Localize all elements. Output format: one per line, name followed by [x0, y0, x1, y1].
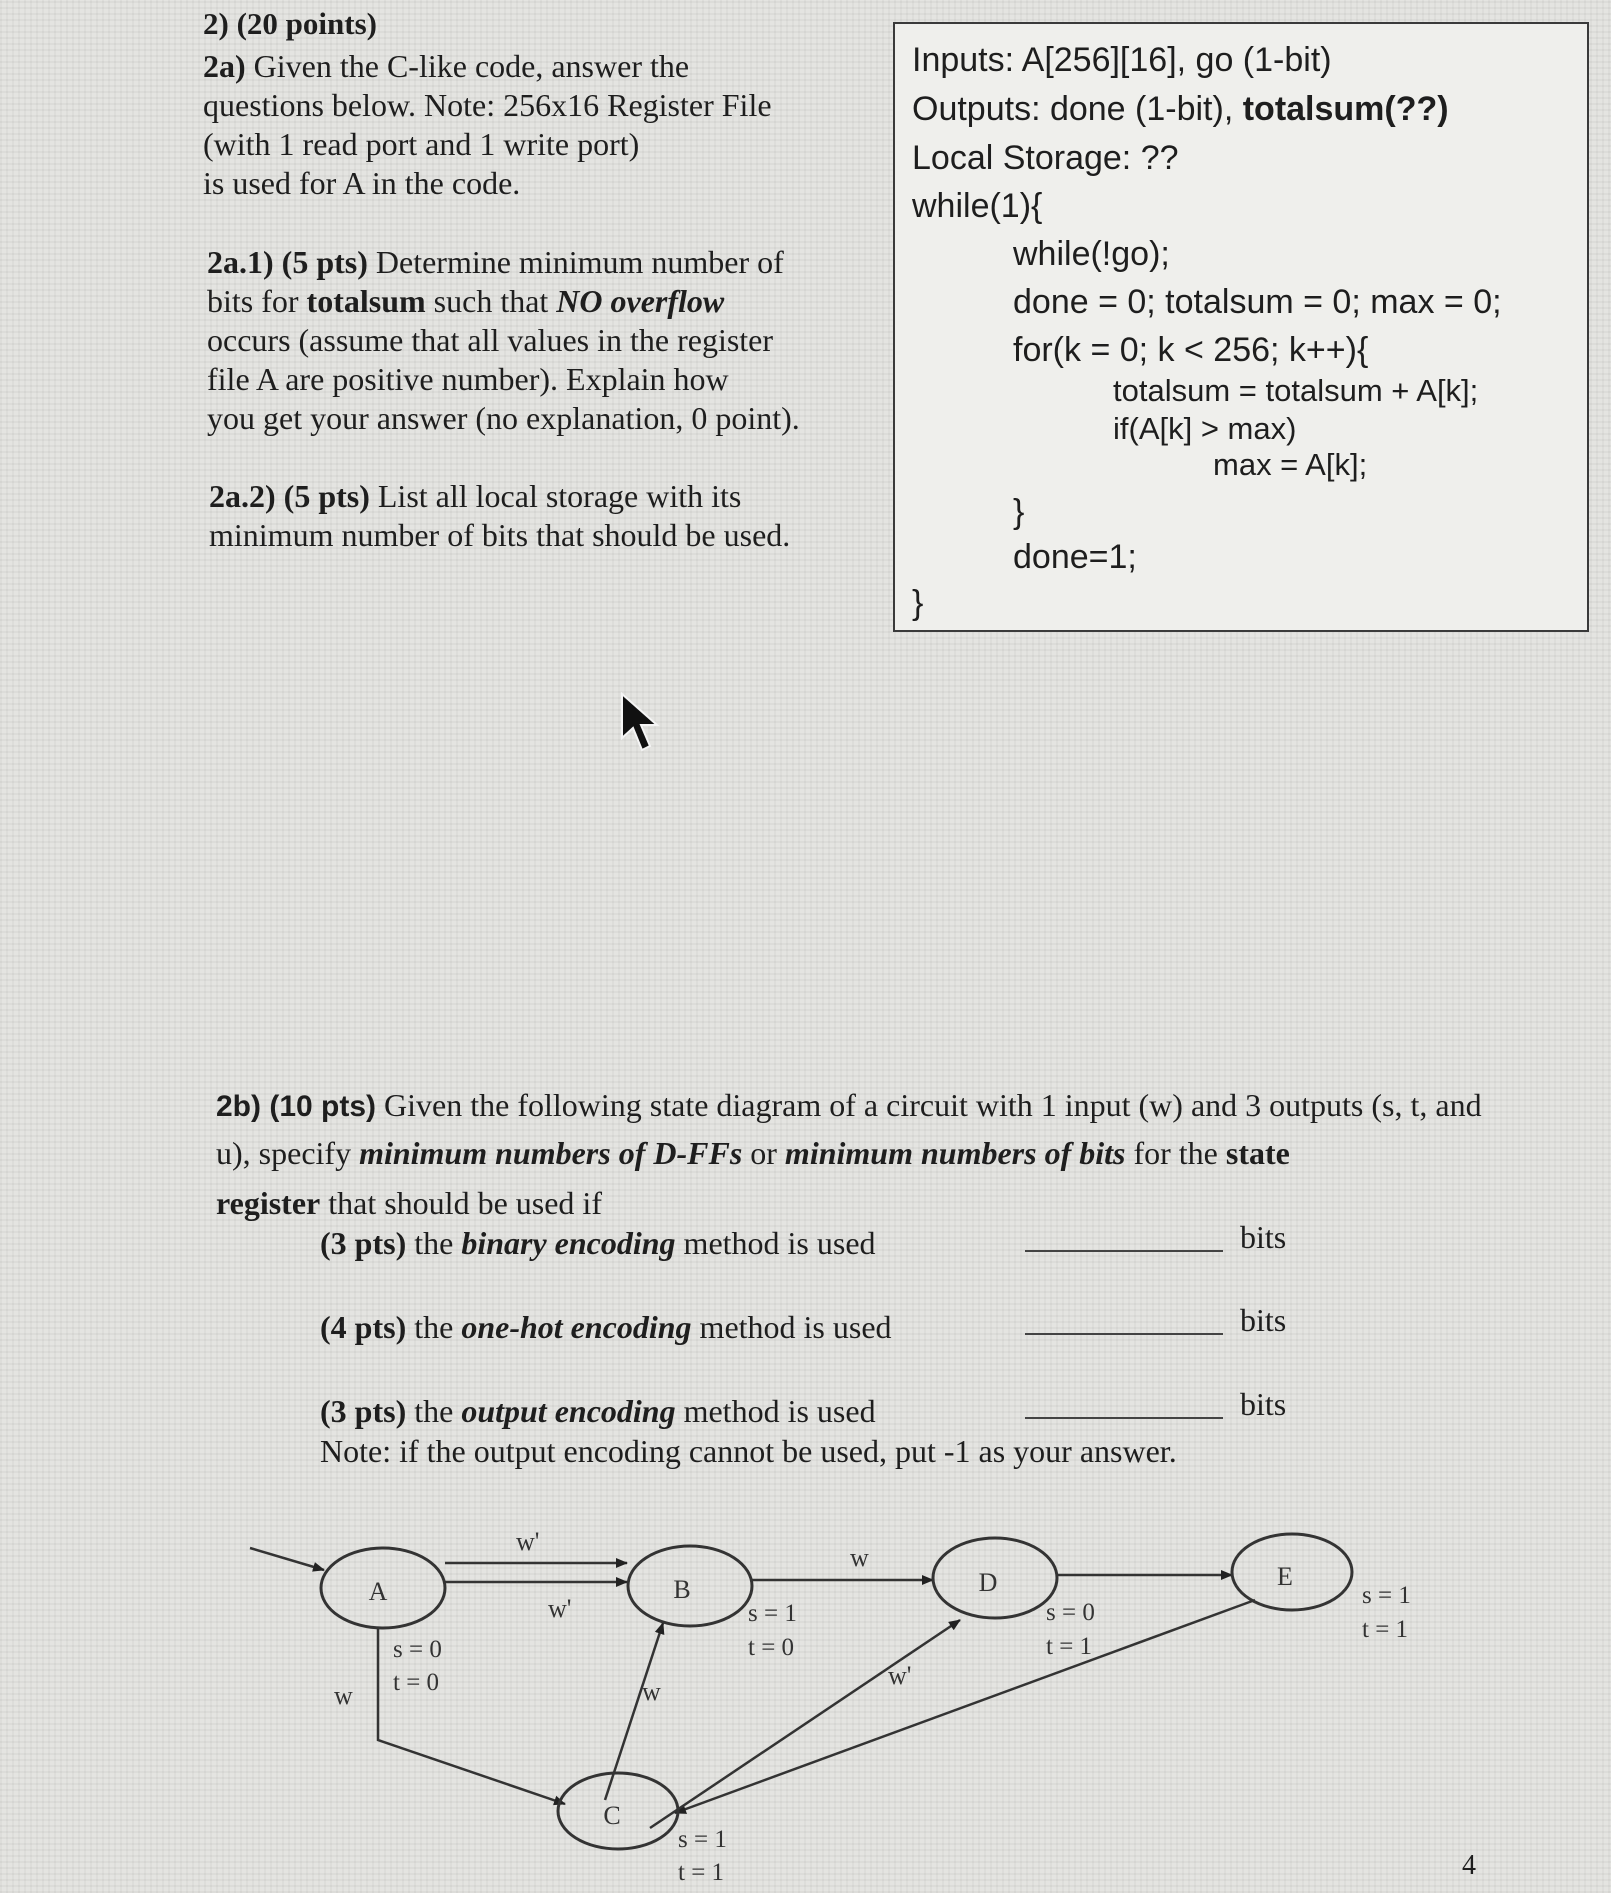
- q2a-label: 2a): [203, 48, 246, 84]
- q2b-register: register: [216, 1185, 321, 1221]
- state-d-label: D: [978, 1568, 998, 1597]
- state-b-label: B: [673, 1575, 691, 1604]
- code-sum: totalsum = totalsum + A[k];: [1113, 373, 1479, 408]
- q2a1-label: 2a.1) (5 pts): [207, 244, 368, 280]
- opt1-the: the: [414, 1225, 454, 1261]
- label-a-b-top: w': [516, 1527, 540, 1556]
- code-while-go: while(!go);: [1013, 235, 1170, 273]
- label-b-d: w: [850, 1543, 869, 1572]
- output-c-t: t = 1: [678, 1859, 725, 1886]
- output-d-t: t = 1: [1046, 1633, 1093, 1660]
- q2a1-line-4: file A are positive number). Explain how: [207, 361, 729, 397]
- code-init: done = 0; totalsum = 0; max = 0;: [1013, 283, 1502, 321]
- output-a-s: s = 0: [393, 1636, 442, 1663]
- q2a1-line-5: you get your answer (no explanation, 0 point).: [207, 400, 800, 436]
- q2b-for-the: for the: [1133, 1135, 1218, 1171]
- page-number: 4: [1462, 1850, 1476, 1881]
- q2b-min-bits: minimum numbers of bits: [784, 1135, 1126, 1171]
- opt3-pts: (3 pts): [320, 1393, 407, 1429]
- unit-bits-output: bits: [1240, 1386, 1287, 1422]
- q2b-note: Note: if the output encoding cannot be used, put -1 as your answer.: [320, 1433, 1177, 1469]
- code-while-close: }: [912, 584, 924, 622]
- state-c-label: C: [603, 1801, 621, 1830]
- unit-bits-onehot: bits: [1240, 1302, 1287, 1338]
- q2a1-text-2a: bits for: [207, 283, 299, 319]
- q2a2-text-1: List all local storage with its: [377, 478, 742, 514]
- q2a1-totalsum: totalsum: [306, 283, 426, 319]
- opt3-the: the: [414, 1393, 454, 1429]
- q2a-line-2: questions below. Note: 256x16 Register File: [203, 87, 772, 123]
- output-a-t: t = 0: [393, 1669, 440, 1696]
- state-a-label: A: [368, 1577, 388, 1606]
- code-if: if(A[k] > max): [1113, 411, 1297, 446]
- q2a-text-1: Given the C-like code, answer the: [253, 48, 690, 84]
- state-e-label: E: [1277, 1562, 1293, 1591]
- code-done: done=1;: [1013, 538, 1137, 576]
- code-outputs-totalsum: totalsum(??): [1242, 90, 1449, 128]
- q2a1-text-2b: such that: [433, 283, 549, 319]
- label-c-b: w: [642, 1677, 661, 1706]
- code-for-close: }: [1013, 493, 1025, 531]
- q2b-text-3: that should be used if: [328, 1185, 602, 1221]
- code-while-1: while(1){: [912, 187, 1043, 225]
- q2b-label: 2b) (10 pts): [216, 1090, 377, 1123]
- q2b-text-1: Given the following state diagram of a circuit with 1 input (w) and 3 outputs (s, t, and: [384, 1087, 1482, 1123]
- start-arrow: [250, 1548, 324, 1570]
- q2a-line-4: is used for A in the code.: [203, 165, 521, 201]
- q2a2-line-2: minimum number of bits that should be used.: [209, 517, 791, 553]
- code-outputs-pre: Outputs: done (1-bit),: [912, 90, 1243, 128]
- opt2-pts: (4 pts): [320, 1309, 407, 1345]
- opt1-pts: (3 pts): [320, 1225, 407, 1261]
- q2a-line-3: (with 1 read port and 1 write port): [203, 126, 640, 162]
- opt2-rest: method is used: [699, 1309, 892, 1345]
- code-local-storage: Local Storage: ??: [912, 139, 1179, 177]
- opt3-rest: method is used: [683, 1393, 876, 1429]
- state-d: [933, 1538, 1057, 1618]
- opt1-rest: method is used: [683, 1225, 876, 1261]
- opt1-em: binary encoding: [461, 1225, 676, 1261]
- output-b-s: s = 1: [748, 1600, 797, 1627]
- q2a1-no-overflow: NO overflow: [556, 283, 725, 319]
- output-e-s: s = 1: [1362, 1582, 1411, 1609]
- edge-e-c: [675, 1600, 1255, 1813]
- state-a: [321, 1548, 445, 1628]
- state-c: [558, 1773, 678, 1849]
- output-c-s: s = 1: [678, 1826, 727, 1853]
- q2b-state: state: [1225, 1135, 1290, 1171]
- code-inputs: Inputs: A[256][16], go (1-bit): [912, 41, 1332, 79]
- output-e-t: t = 1: [1362, 1616, 1409, 1643]
- state-b: [628, 1546, 752, 1626]
- q2b-text-2a: u), specify: [216, 1135, 352, 1171]
- label-a-b-bottom: w': [548, 1594, 572, 1623]
- label-e-c: w': [888, 1661, 912, 1690]
- q2b-min-dffs: minimum numbers of D-FFs: [359, 1135, 743, 1171]
- q2a2-label: 2a.2) (5 pts): [209, 478, 370, 514]
- code-max: max = A[k];: [1213, 447, 1368, 482]
- output-d-s: s = 0: [1046, 1599, 1095, 1626]
- q2a1-text-1: Determine minimum number of: [375, 244, 784, 280]
- code-for: for(k = 0; k < 256; k++){: [1013, 331, 1369, 369]
- question-header: 2) (20 points): [203, 6, 377, 41]
- opt2-the: the: [414, 1309, 454, 1345]
- edge-c-d: [650, 1620, 960, 1828]
- label-a-c: w: [334, 1681, 353, 1710]
- q2a1-line-3: occurs (assume that all values in the register: [207, 322, 774, 358]
- opt3-em: output encoding: [461, 1393, 676, 1429]
- output-b-t: t = 0: [748, 1634, 795, 1661]
- q2b-or: or: [750, 1135, 777, 1171]
- state-e: [1232, 1534, 1352, 1610]
- unit-bits-binary: bits: [1240, 1219, 1287, 1255]
- opt2-em: one-hot encoding: [461, 1309, 692, 1345]
